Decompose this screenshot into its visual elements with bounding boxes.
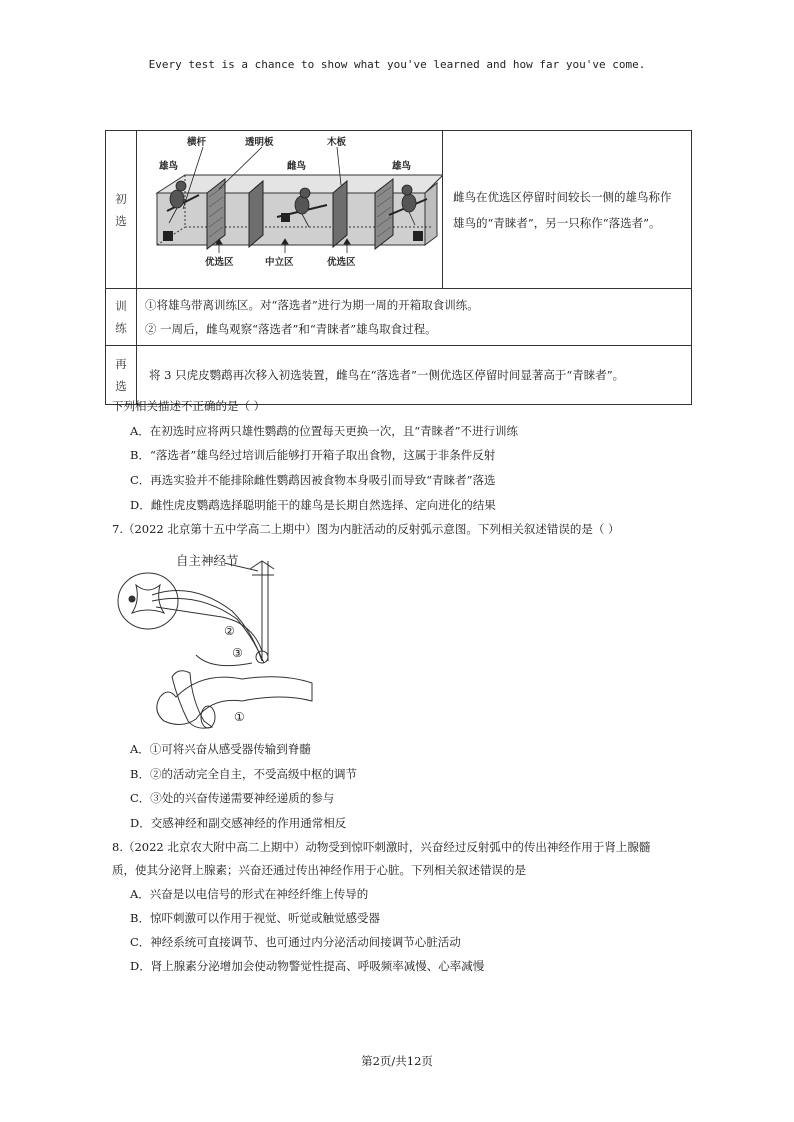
marker-3: ③ <box>232 646 243 660</box>
stage-label-initial <box>106 131 137 289</box>
label-wood-board: 木板 <box>327 137 347 148</box>
q7-option-b: B．②的活动完全自主，不受高级中枢的调节 <box>130 767 357 781</box>
table-row-retest <box>106 346 692 405</box>
q6-option-c: C．再选实验并不能排除雌性鹦鹉因被食物本身吸引而导致“青睐者”落选 <box>130 473 496 487</box>
q7-option-d: D．交感神经和副交感神经的作用通常相反 <box>130 816 347 830</box>
stage-char: 选 <box>115 213 127 228</box>
label-transparent-panel: 透明板 <box>245 137 274 148</box>
q7-option-a: A．①可将兴奋从感受器传输到脊髓 <box>130 742 311 756</box>
desc-line: 雄鸟的“青睐者”，另一只称作“落选者”。 <box>453 215 661 230</box>
table-row-initial <box>106 131 692 289</box>
apparatus-diagram <box>137 131 442 285</box>
q6-stem: 下列相关描述不正确的是（ ） <box>112 399 266 413</box>
q8-option-b: B．惊吓刺激可以作用于视觉、听觉或触觉感受器 <box>130 911 380 925</box>
q8-option-c: C．神经系统可直接调节、也可通过内分泌活动间接调节心脏活动 <box>130 935 461 949</box>
marker-1: ① <box>234 710 245 724</box>
desc-line: 雌鸟在优选区停留时间较长一侧的雄鸟称作 <box>453 189 672 204</box>
stage-char: 练 <box>115 321 127 335</box>
page-number: 第2页/共12页 <box>361 1054 433 1068</box>
q8-option-a: A．兴奋是以电信号的形式在神经纤维上传导的 <box>130 887 369 901</box>
table-row-training <box>106 289 692 346</box>
label-zone-mid: 中立区 <box>265 257 294 268</box>
stage-char: 选 <box>115 379 127 393</box>
q6-option-a: A．在初选时应将两只雄性鹦鹉的位置每天更换一次，且“青睐者”不进行训练 <box>130 424 519 438</box>
q8-option-d: D．肾上腺素分泌增加会使动物警觉性提高、呼吸频率减慢、心率减慢 <box>130 959 485 973</box>
label-male-left: 雄鸟 <box>159 161 179 172</box>
header-motto: Every test is a chance to show what you've learned and how far you've come. <box>148 58 646 71</box>
stage-label-retest <box>106 346 137 405</box>
training-description <box>137 289 692 346</box>
training-step: ② 一周后，雌鸟观察“落选者”和“青睐者”雄鸟取食过程。 <box>145 322 437 336</box>
label-crossbar: 横杆 <box>187 137 207 148</box>
q6-option-b: B．“落选者”雄鸟经过培训后能够打开箱子取出食物，这属于非条件反射 <box>130 448 496 462</box>
initial-description <box>443 131 692 289</box>
stage-char: 初 <box>115 191 127 206</box>
q7-option-c: C．③处的兴奋传递需要神经递质的参与 <box>130 791 335 805</box>
q7-stem: 7.（2022 北京第十五中学高二上期中）图为内脏活动的反射弧示意图。下列相关叙述错误的是（ ） <box>112 522 620 536</box>
figure-title: 自主神经节 <box>176 553 239 568</box>
retest-description: 将 3 只虎皮鹦鹉再次移入初选装置，雌鸟在“落选者”一侧优选区停留时间显著高于“青睐者”。 <box>137 346 692 405</box>
reflex-arc-diagram <box>112 551 322 729</box>
label-male-right: 雄鸟 <box>392 161 412 172</box>
reflex-arc-figure <box>112 551 322 733</box>
q6-option-d: D．雌性虎皮鹦鹉选择聪明能干的雄鸟是长期自然选择、定向进化的结果 <box>130 498 496 512</box>
label-zone-left: 优选区 <box>205 257 234 268</box>
stage-char: 再 <box>115 357 127 371</box>
stage-label-training <box>106 289 137 346</box>
q8-stem-line1: 8.（2022 北京农大附中高二上期中）动物受到惊吓刺激时，兴奋经过反射弧中的传出神经作用于肾上腺髓 <box>112 840 651 854</box>
label-zone-right: 优选区 <box>327 257 356 268</box>
apparatus-figure-cell <box>137 131 443 289</box>
experiment-table <box>105 130 692 405</box>
label-female: 雌鸟 <box>287 161 307 172</box>
marker-2: ② <box>224 624 235 638</box>
training-step: ①将雄鸟带离训练区。对“落选者”进行为期一周的开箱取食训练。 <box>145 298 479 312</box>
stage-char: 训 <box>115 299 127 313</box>
q8-stem-line2: 质，使其分泌肾上腺素；兴奋还通过传出神经作用于心脏。下列相关叙述错误的是 <box>112 863 526 877</box>
